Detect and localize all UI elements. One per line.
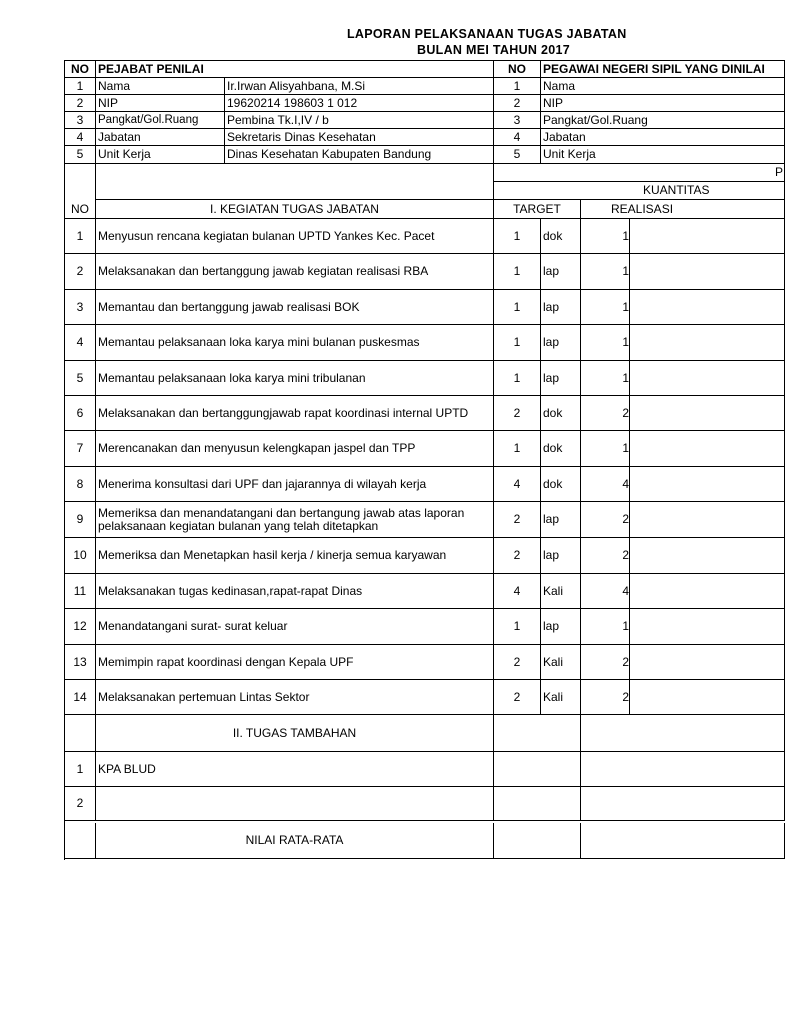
identity-no-2: 3	[494, 112, 541, 129]
task-extra	[630, 290, 785, 325]
task-extra	[630, 680, 785, 715]
identity-label: Jabatan	[96, 129, 225, 146]
identity-no: 5	[65, 146, 96, 164]
task-unit: lap	[541, 609, 581, 645]
identity-no: 4	[65, 129, 96, 146]
identity-label: Unit Kerja	[96, 146, 225, 164]
kuantitas-header: KUANTITAS	[630, 182, 785, 200]
nilai-realisasi	[581, 823, 785, 859]
header-no: NO	[65, 61, 96, 78]
task-unit: lap	[541, 290, 581, 325]
task-unit: Kali	[541, 680, 581, 715]
identity-label-2: Unit Kerja	[541, 146, 785, 164]
task-no: 2	[65, 254, 96, 290]
task-no: 3	[65, 290, 96, 325]
identity-label-2: Pangkat/Gol.Ruang	[541, 112, 785, 129]
task-realisasi: 2	[581, 538, 630, 574]
task-unit: dok	[541, 431, 581, 467]
task-desc: Memimpin rapat koordinasi dengan Kepala UPF	[96, 645, 494, 680]
task-desc: Memantau pelaksanaan loka karya mini bulanan puskesmas	[96, 325, 494, 361]
header-pegawai-negeri: PEGAWAI NEGERI SIPIL YANG DINILAI	[541, 61, 785, 78]
task-no: 5	[65, 361, 96, 396]
task-desc: Merencanakan dan menyusun kelengkapan jaspel dan TPP	[96, 431, 494, 467]
task-realisasi: 2	[581, 396, 630, 431]
task-realisasi: 1	[581, 325, 630, 361]
task-realisasi: 2	[581, 502, 630, 538]
task-unit: lap	[541, 538, 581, 574]
task-no: 1	[65, 219, 96, 254]
task-desc: Melaksanakan pertemuan Lintas Sektor	[96, 680, 494, 715]
task-no: 11	[65, 574, 96, 609]
task-target: 1	[494, 290, 541, 325]
identity-label: Pangkat/Gol.Ruang	[96, 112, 225, 129]
nilai-rata-rata: NILAI RATA-RATA	[96, 823, 494, 859]
identity-value: Sekretaris Dinas Kesehatan	[225, 129, 494, 146]
identity-no: 2	[65, 95, 96, 112]
task-target: 1	[494, 609, 541, 645]
task-extra	[630, 538, 785, 574]
identity-no-2: 1	[494, 78, 541, 95]
task-desc: Menyusun rencana kegiatan bulanan UPTD Yankes Kec. Pacet	[96, 219, 494, 254]
nilai-row	[64, 823, 784, 859]
task-no: 8	[65, 467, 96, 502]
task-no: 4	[65, 325, 96, 361]
task-target: 1	[494, 254, 541, 290]
task-realisasi: 1	[581, 361, 630, 396]
task-realisasi: 1	[581, 431, 630, 467]
report-title: LAPORAN PELAKSANAAN TUGAS JABATAN	[347, 27, 627, 41]
task-no: 9	[65, 502, 96, 538]
task-extra	[630, 325, 785, 361]
identity-no-2: 2	[494, 95, 541, 112]
header-pejabat-penilai: PEJABAT PENILAI	[96, 61, 494, 78]
task-extra	[630, 361, 785, 396]
task-unit: lap	[541, 325, 581, 361]
identity-no: 1	[65, 78, 96, 95]
task-unit: dok	[541, 396, 581, 431]
task-no: 10	[65, 538, 96, 574]
no-header-spacer	[65, 164, 96, 200]
identity-no: 3	[65, 112, 96, 129]
task-no: 7	[65, 431, 96, 467]
task-unit: lap	[541, 254, 581, 290]
task-target: 1	[494, 219, 541, 254]
task-realisasi: 4	[581, 574, 630, 609]
task-extra	[630, 431, 785, 467]
task-extra	[630, 219, 785, 254]
tambahan-desc: KPA BLUD	[96, 752, 494, 787]
task-target: 1	[494, 431, 541, 467]
task-target: 2	[494, 538, 541, 574]
task-extra	[630, 645, 785, 680]
task-desc: Memantau dan bertanggung jawab realisasi BOK	[96, 290, 494, 325]
identity-label-2: Jabatan	[541, 129, 785, 146]
header-no-2: NO	[494, 61, 541, 78]
task-desc: Melaksanakan dan bertanggung jawab kegiatan realisasi RBA	[96, 254, 494, 290]
tambahan-no: 1	[65, 752, 96, 787]
task-desc: Menerima konsultasi dari UPF dan jajarannya di wilayah kerja	[96, 467, 494, 502]
task-realisasi: 1	[581, 290, 630, 325]
task-realisasi: 1	[581, 609, 630, 645]
identity-value: Ir.Irwan Alisyahbana, M.Si	[225, 78, 494, 95]
tambahan-no: 2	[65, 787, 96, 821]
tambahan-target	[494, 715, 581, 752]
task-unit: Kali	[541, 574, 581, 609]
task-extra	[630, 574, 785, 609]
tambahan-realisasi	[581, 787, 785, 821]
task-no: 6	[65, 396, 96, 431]
task-extra	[630, 502, 785, 538]
kegiatan-header-spacer	[96, 164, 494, 200]
tambahan-heading: II. TUGAS TAMBAHAN	[96, 715, 494, 752]
identity-no-2: 5	[494, 146, 541, 164]
tambahan-target	[494, 752, 581, 787]
task-target: 1	[494, 325, 541, 361]
task-realisasi: 1	[581, 219, 630, 254]
task-unit: lap	[541, 502, 581, 538]
identity-value: 19620214 198603 1 012	[225, 95, 494, 112]
task-target: 2	[494, 645, 541, 680]
task-target: 2	[494, 396, 541, 431]
tambahan-desc	[96, 787, 494, 821]
task-desc: Melaksanakan tugas kedinasan,rapat-rapat Dinas	[96, 574, 494, 609]
identity-value: Pembina Tk.I,IV / b	[225, 112, 494, 129]
task-no: 12	[65, 609, 96, 645]
kuantitas-spacer	[494, 182, 630, 200]
task-extra	[630, 467, 785, 502]
identity-label-2: NIP	[541, 95, 785, 112]
task-target: 4	[494, 574, 541, 609]
task-target: 2	[494, 680, 541, 715]
task-realisasi: 1	[581, 254, 630, 290]
task-realisasi: 2	[581, 680, 630, 715]
col-header-no: NO	[65, 200, 96, 219]
identity-no-2: 4	[494, 129, 541, 146]
task-target: 1	[494, 361, 541, 396]
p-header: P	[630, 164, 785, 182]
tambahan-realisasi	[581, 715, 785, 752]
task-desc: Menandatangani surat- surat keluar	[96, 609, 494, 645]
task-unit: dok	[541, 219, 581, 254]
identity-value: Dinas Kesehatan Kabupaten Bandung	[225, 146, 494, 164]
task-no: 13	[65, 645, 96, 680]
nilai-target	[494, 823, 581, 859]
tambahan-realisasi	[581, 752, 785, 787]
col-header-kegiatan: I. KEGIATAN TUGAS JABATAN	[96, 200, 494, 219]
task-desc: Memeriksa dan Menetapkan hasil kerja / kinerja semua karyawan	[96, 538, 494, 574]
nilai-no-spacer	[65, 823, 96, 859]
col-header-target: TARGET	[494, 200, 581, 219]
task-unit: Kali	[541, 645, 581, 680]
task-no: 14	[65, 680, 96, 715]
task-unit: dok	[541, 467, 581, 502]
identity-label: NIP	[96, 95, 225, 112]
p-header-spacer	[494, 164, 630, 182]
tambahan-target	[494, 787, 581, 821]
col-header-realisasi: REALISASI	[581, 200, 785, 219]
identity-label-2: Nama	[541, 78, 785, 95]
task-realisasi: 4	[581, 467, 630, 502]
identity-label: Nama	[96, 78, 225, 95]
task-realisasi: 2	[581, 645, 630, 680]
task-desc: Memantau pelaksanaan loka karya mini tribulanan	[96, 361, 494, 396]
report-table	[64, 60, 785, 860]
task-unit: lap	[541, 361, 581, 396]
task-extra	[630, 396, 785, 431]
report-period: BULAN MEI TAHUN 2017	[417, 43, 571, 57]
task-target: 2	[494, 502, 541, 538]
task-desc: Memeriksa dan menandatangani dan bertangung jawab atas laporan pelaksanaan kegiatan bulanan yang telah ditetapkan	[96, 502, 494, 538]
task-target: 4	[494, 467, 541, 502]
task-extra	[630, 254, 785, 290]
task-desc: Melaksanakan dan bertanggungjawab rapat koordinasi internal UPTD	[96, 396, 494, 431]
task-extra	[630, 609, 785, 645]
tambahan-no-spacer	[65, 715, 96, 752]
